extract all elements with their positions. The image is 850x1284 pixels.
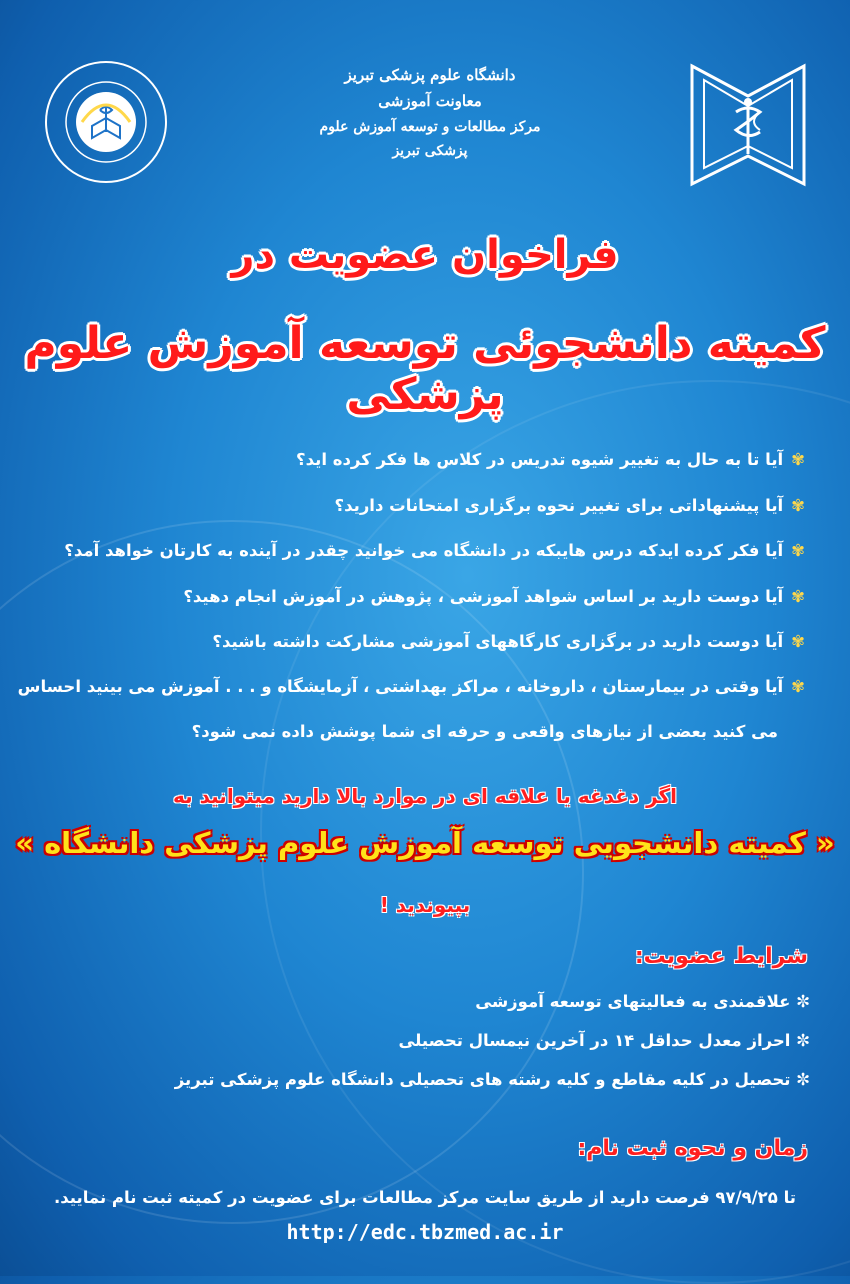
question-continuation: می کنید بعضی از نیازهای واقعی و حرفه ای شما پوشش داده نمی شود؟ <box>191 722 778 741</box>
flower-bullet-icon: ✾ <box>791 450 805 469</box>
question-item: ✾آیا وقتی در بیمارستان ، داروخانه ، مراکز بهداشتی ، آزمایشگاه و . . . آموزش می بینید احساس <box>17 677 805 696</box>
flower-bullet-icon: ✾ <box>791 677 805 696</box>
registration-deadline: تا ۹۷/۹/۲۵ فرصت دارید از طریق سایت مرکز مطالعات برای عضویت در کمیته ثبت نام نمایید. <box>54 1188 796 1207</box>
flower-bullet-icon: ✾ <box>791 632 805 651</box>
committee-name: « کمیته دانشجویی توسعه آموزش علوم پزشکی دانشگاه » <box>15 826 835 860</box>
question-item: ✾آیا تا به حال به تغییر شیوه تدریس در کلاس ها فکر کرده اید؟ <box>296 450 805 469</box>
question-item: ✾آیا دوست دارید بر اساس شواهد آموزشی ، پژوهش در آموزش انجام دهید؟ <box>183 587 805 606</box>
page-subtitle: کمیته دانشجوئی توسعه آموزش علوم پزشکی <box>24 318 826 420</box>
condition-item: ✼ تحصیل در کلیه مقاطع و کلیه رشته های تحصیلی دانشگاه علوم پزشکی تبریز <box>174 1070 810 1089</box>
call-to-action: اگر دغدغه یا علاقه ای در موارد بالا دارید میتوانید به <box>172 784 677 808</box>
join-text: بپیوندید ! <box>379 893 471 917</box>
asterisk-bullet-icon: ✼ <box>790 1031 810 1050</box>
university-emblem-icon <box>686 56 810 190</box>
flower-bullet-icon: ✾ <box>791 541 805 560</box>
asterisk-bullet-icon: ✼ <box>790 992 810 1011</box>
flower-bullet-icon: ✾ <box>791 496 805 515</box>
condition-item: ✼ احراز معدل حداقل ۱۴ در آخرین نیمسال تحصیلی <box>398 1031 810 1050</box>
asterisk-bullet-icon: ✼ <box>790 1070 810 1089</box>
university-name: دانشگاه علوم پزشکی تبریز <box>344 66 516 84</box>
center-name: مرکز مطالعات و توسعه آموزش علوم پزشکی تبریز <box>319 118 541 159</box>
condition-item: ✼ علاقمندی به فعالیتهای توسعه آموزشی <box>475 992 810 1011</box>
edc-logo-icon <box>44 60 168 184</box>
deputy-name: معاونت آموزشی <box>378 92 482 111</box>
flower-bullet-icon: ✾ <box>791 587 805 606</box>
page-title: فراخوان عضویت در <box>231 232 619 278</box>
conditions-heading: شرایط عضویت: <box>634 944 808 969</box>
registration-link[interactable]: http://edc.tbzmed.ac.ir <box>286 1220 564 1244</box>
question-item: ✾آیا پیشنهاداتی برای تغییر نحوه برگزاری امتحانات دارید؟ <box>334 496 805 515</box>
question-item: ✾آیا دوست دارید در برگزاری کارگاههای آموزشی مشارکت داشته باشید؟ <box>212 632 805 651</box>
question-item: ✾آیا فکر کرده ایدکه درس هایبکه در دانشگاه می خوانید چقدر در آینده به کارتان خواهد آمد؟ <box>64 541 805 560</box>
institution-header <box>300 62 560 164</box>
registration-heading: زمان و نحوه ثبت نام: <box>577 1136 808 1161</box>
